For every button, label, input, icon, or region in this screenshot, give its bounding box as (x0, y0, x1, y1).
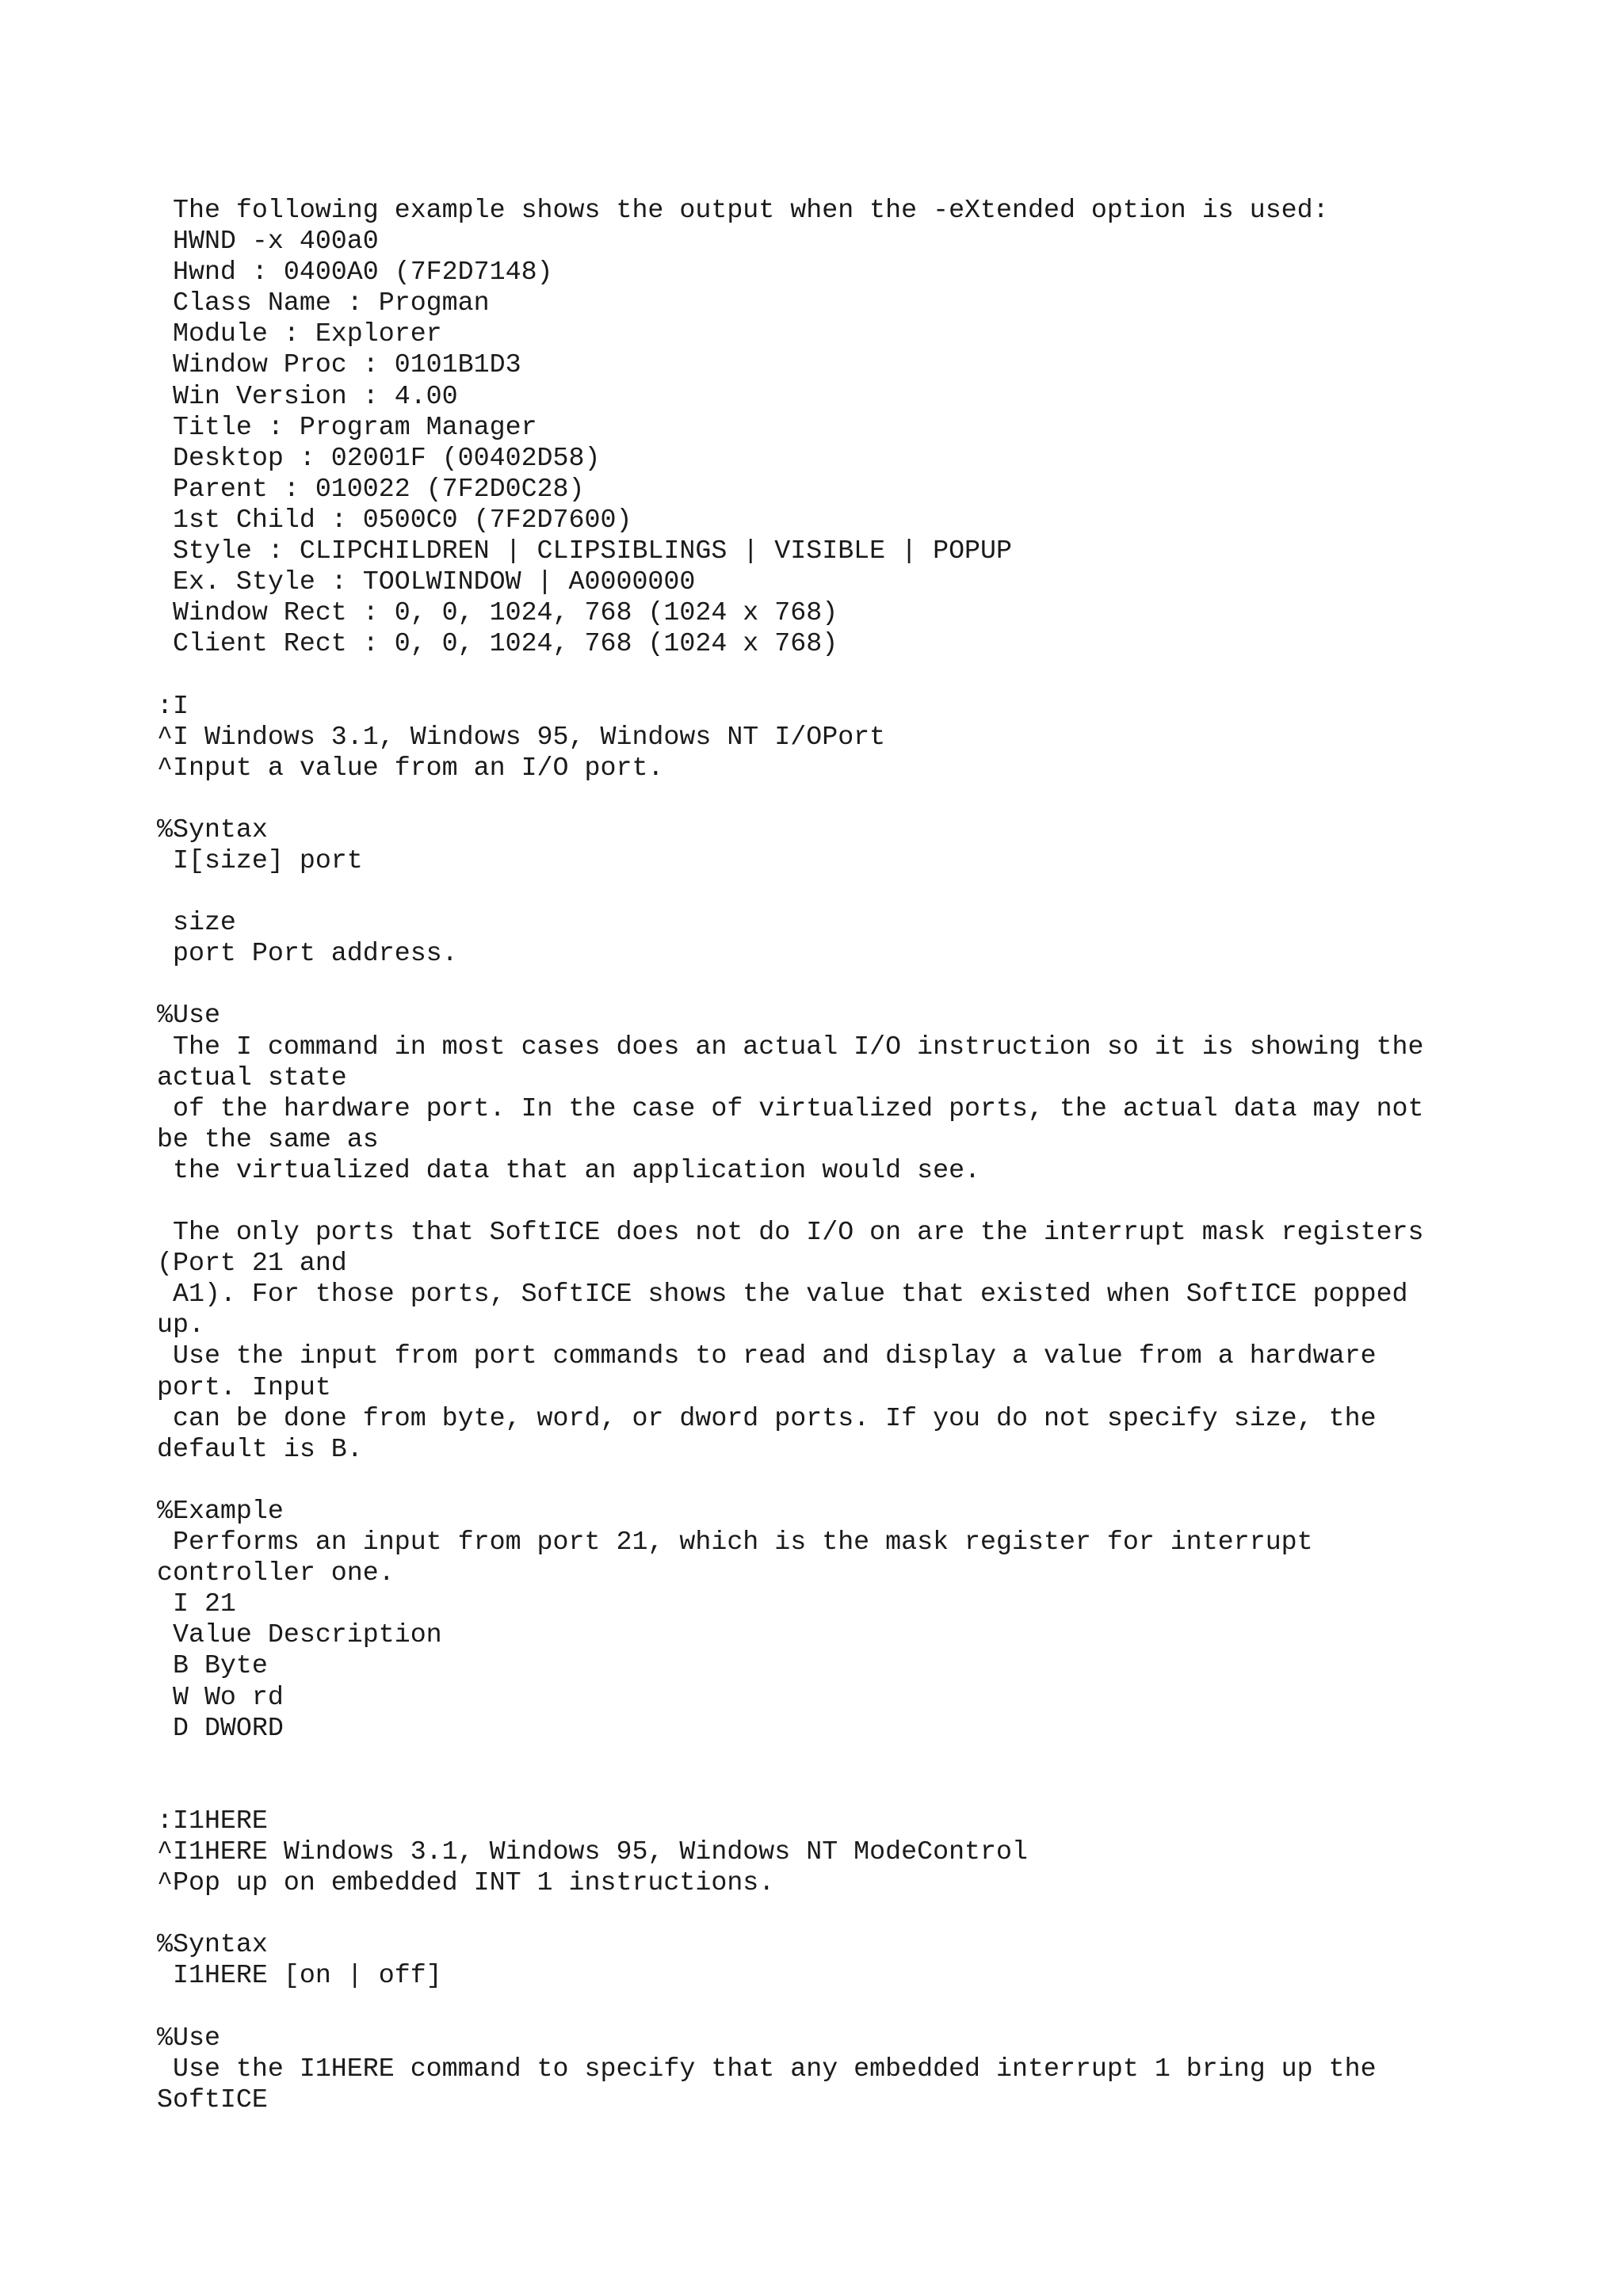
text-line: Desktop : 02001F (00402D58) (157, 442, 601, 473)
text-line: the virtualized data that an application would see. (157, 1154, 981, 1185)
text-line: Performs an input from port 21, which is the mask register for interrupt (157, 1527, 1313, 1558)
text-line: %Use (157, 1000, 220, 1031)
text-line (157, 1744, 1504, 1775)
text-line: D DWORD (157, 1712, 284, 1743)
text-line: :I1HERE (157, 1805, 268, 1836)
text-line: actual state (157, 1062, 347, 1093)
text-line (157, 1991, 1504, 2022)
text-line: size (157, 907, 236, 938)
text-line: of the hardware port. In the case of virtualized ports, the actual data may not (157, 1093, 1424, 1123)
text-line (157, 1465, 1504, 1496)
text-line: %Use (157, 2022, 220, 2053)
text-line (157, 969, 1504, 1000)
text-line: Module : Explorer (157, 318, 442, 349)
text-line: A1). For those ports, SoftICE shows the value that existed when SoftICE popped (157, 1279, 1408, 1310)
text-line (157, 784, 1504, 814)
text-line: ^Input a value from an I/O port. (157, 752, 664, 783)
text-line: Parent : 010022 (7F2D0C28) (157, 473, 585, 504)
text-line: controller one. (157, 1558, 395, 1589)
text-line: default is B. (157, 1433, 363, 1464)
text-line: Hwnd : 0400A0 (7F2D7148) (157, 257, 553, 288)
text-line: %Syntax (157, 1929, 268, 1960)
text-line: ^I1HERE Windows 3.1, Windows 95, Windows NT ModeControl (157, 1836, 1028, 1867)
text-line (157, 1898, 1504, 1929)
text-line: port. Input (157, 1371, 331, 1402)
text-line: Client Rect : 0, 0, 1024, 768 (1024 x 768) (157, 628, 838, 659)
text-line: Window Proc : 0101B1D3 (157, 349, 521, 380)
text-line: I[size] port (157, 845, 363, 875)
text-line: 1st Child : 0500C0 (7F2D7600) (157, 504, 632, 535)
text-line: up. (157, 1310, 204, 1341)
text-line: The only ports that SoftICE does not do I/O on are the interrupt mask registers (157, 1217, 1424, 1248)
text-line: I1HERE [on | off] (157, 1960, 442, 1991)
text-line: Win Version : 4.00 (157, 380, 458, 411)
text-line: Value Description (157, 1619, 442, 1650)
text-line (157, 1775, 1504, 1806)
text-line: ^Pop up on embedded INT 1 instructions. (157, 1867, 775, 1898)
text-line: Style : CLIPCHILDREN | CLIPSIBLINGS | VISIBLE | POPUP (157, 536, 1012, 566)
text-line: (Port 21 and (157, 1248, 347, 1279)
text-line: The following example shows the output when the -eXtended option is used: (157, 195, 1329, 225)
text-line: I 21 (157, 1589, 236, 1619)
text-line (157, 659, 1504, 690)
text-line: B Byte (157, 1650, 268, 1681)
text-line: HWND -x 400a0 (157, 226, 379, 257)
text-line: :I (157, 690, 189, 721)
text-line: can be done from byte, word, or dword ports. If you do not specify size, the (157, 1402, 1377, 1433)
text-line: Class Name : Progman (157, 288, 490, 318)
text-line: Use the I1HERE command to specify that any embedded interrupt 1 bring up the (157, 2053, 1377, 2084)
text-line: %Syntax (157, 814, 268, 845)
text-line: port Port address. (157, 938, 458, 969)
text-line: Window Rect : 0, 0, 1024, 768 (1024 x 768) (157, 597, 838, 628)
text-line (157, 876, 1504, 907)
text-line (157, 1186, 1504, 1217)
text-line: Use the input from port commands to read and display a value from a hardware (157, 1341, 1377, 1371)
text-line: be the same as (157, 1123, 379, 1154)
text-line: SoftICE (157, 2084, 268, 2115)
text-line: Title : Program Manager (157, 411, 537, 442)
text-line: Ex. Style : TOOLWINDOW | A0000000 (157, 566, 696, 597)
text-line: W Wo rd (157, 1681, 284, 1712)
document-text (157, 195, 1504, 2115)
text-line: ^I Windows 3.1, Windows 95, Windows NT I/OPort (157, 721, 886, 752)
text-line: The I command in most cases does an actual I/O instruction so it is showing the (157, 1031, 1424, 1062)
text-line: %Example (157, 1495, 284, 1526)
